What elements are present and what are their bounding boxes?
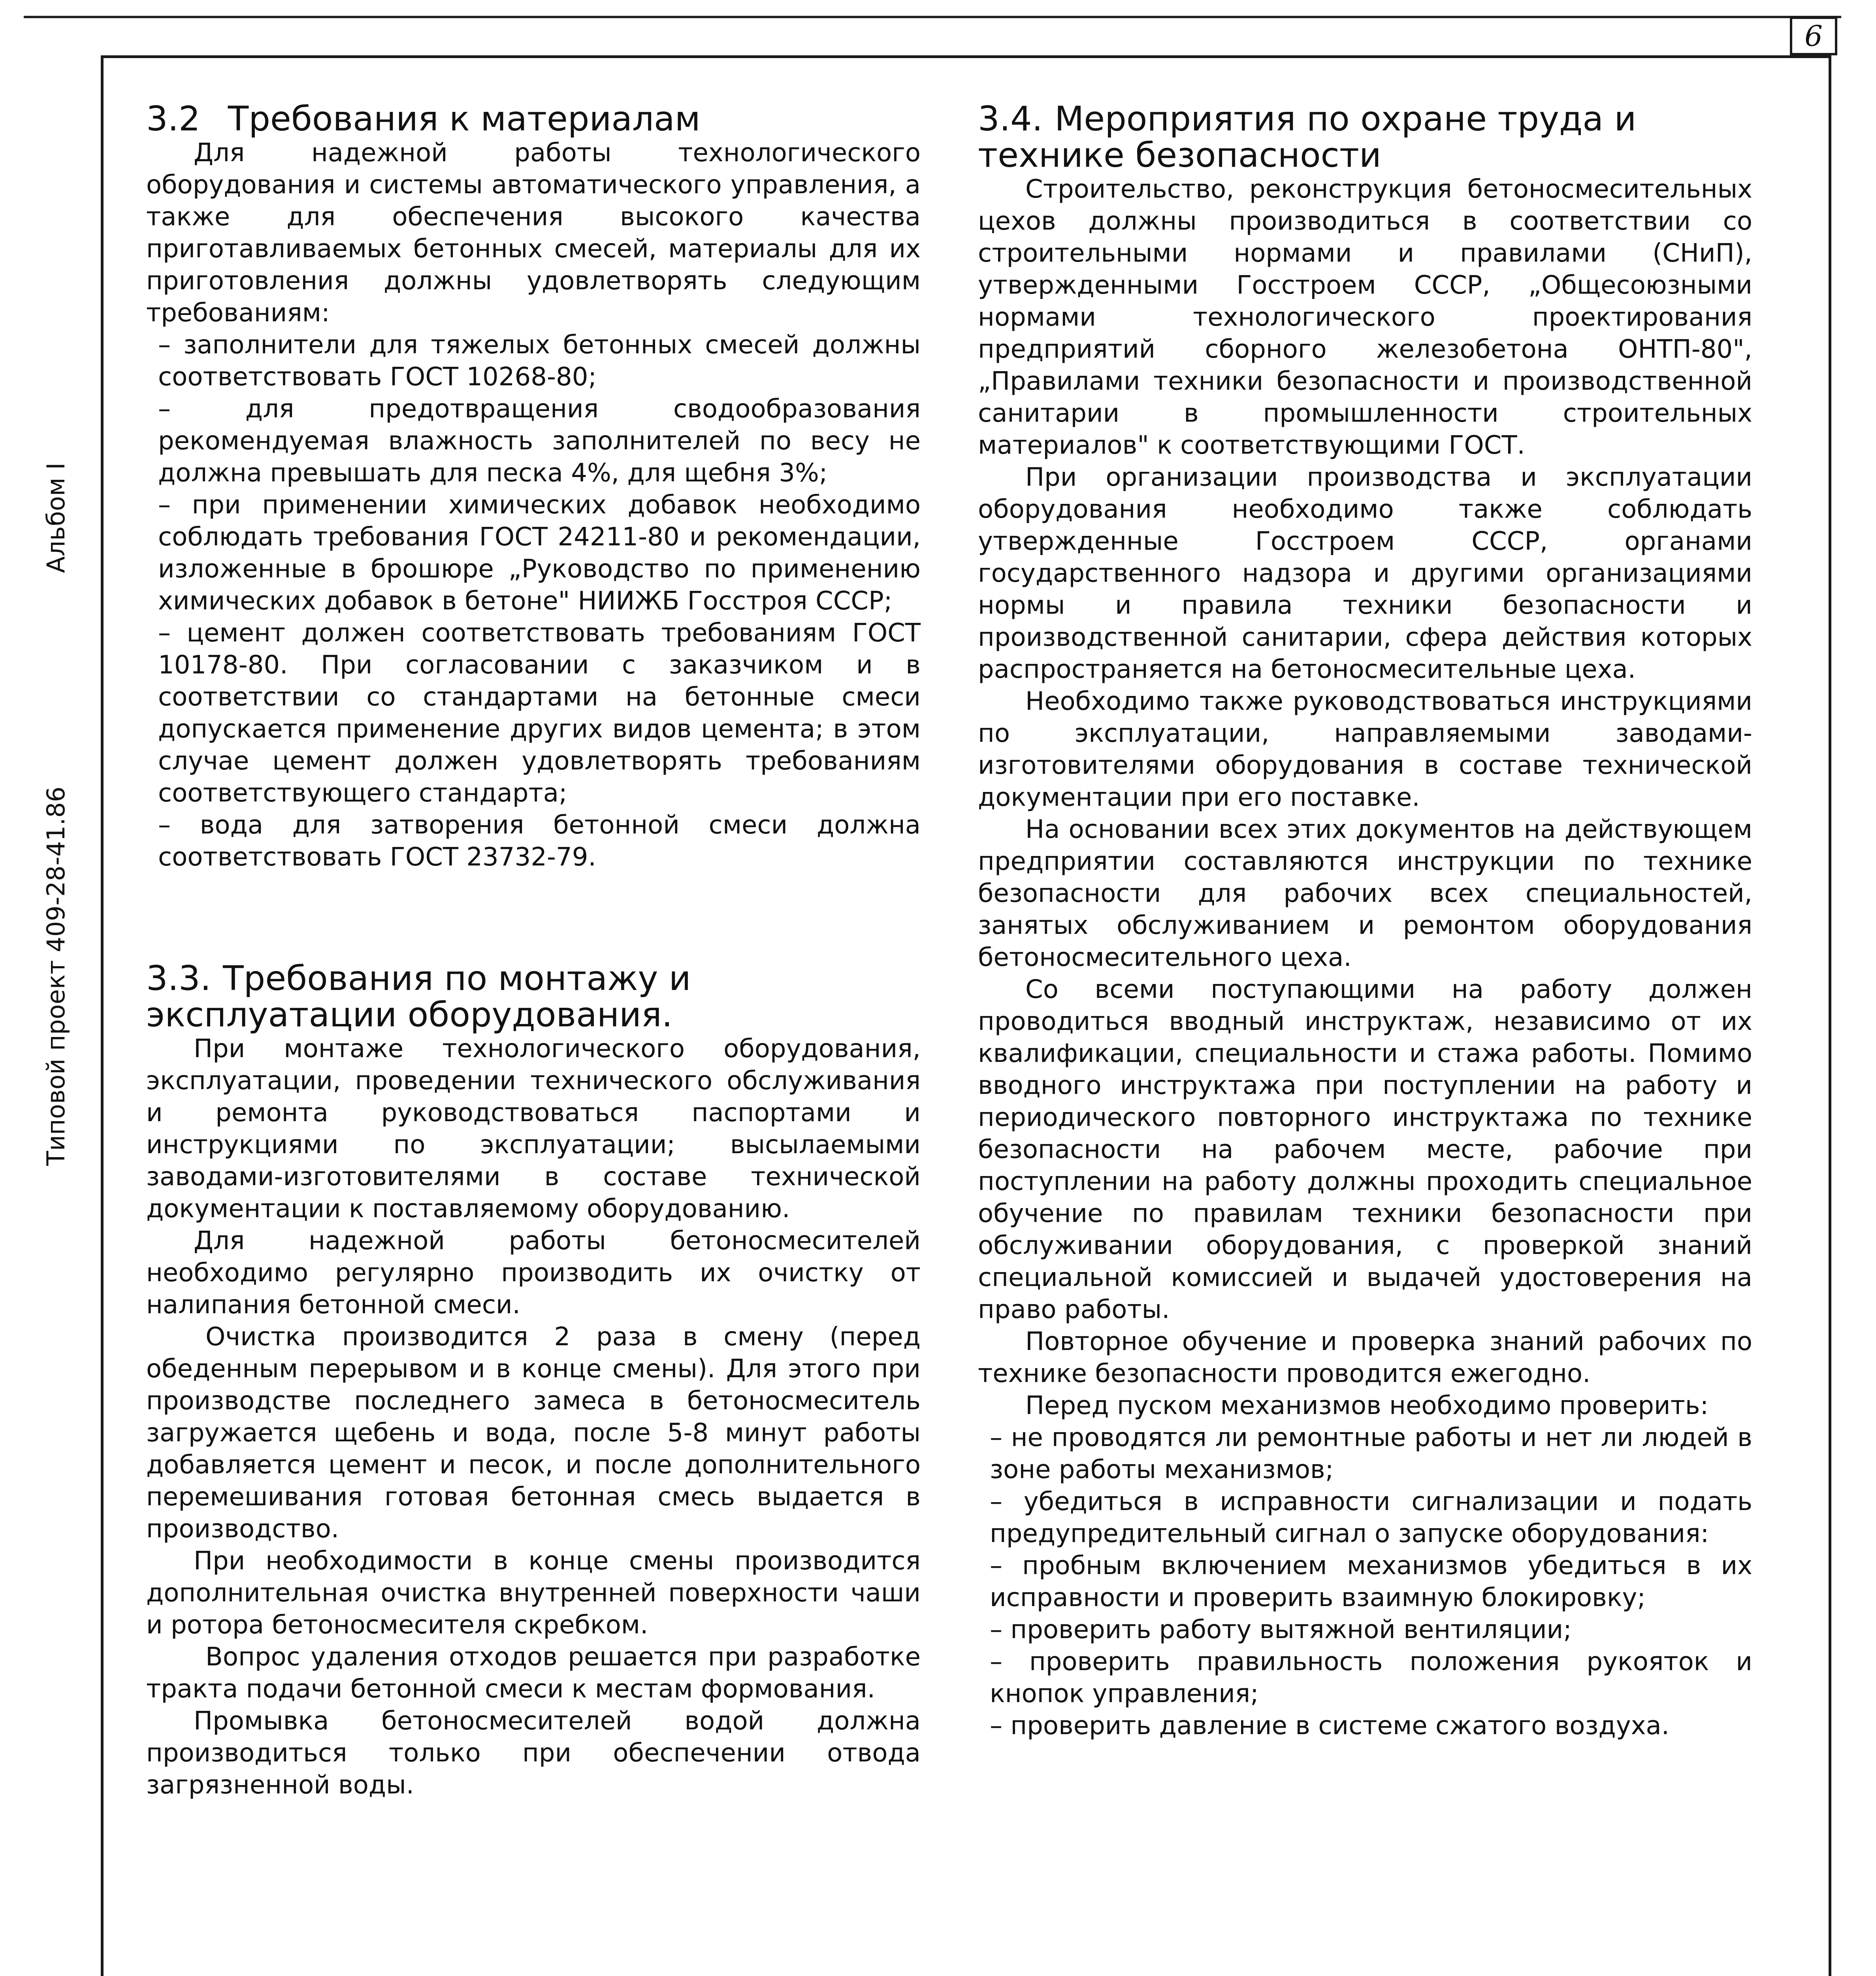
sheet-number-top: 6	[1790, 17, 1837, 55]
section-title: Требования по монтажу и эксплуатации оборудования.	[146, 959, 691, 1035]
paragraph: При необходимости в конце смены производится дополнительная очистка внутренней поверхности чаши и ротора бетоносмесителя скребком.	[146, 1546, 921, 1640]
paragraph: При монтаже технологического оборудования, эксплуатации, проведении технического обслуживания и ремонта руководствоваться паспортами и инструкциями по эксплуатации; высылаемыми заводами-изготовителями в составе технической документации к поставляемому оборудованию.	[146, 1034, 921, 1224]
paragraph: При организации производства и эксплуатации оборудования необходимо также соблюдать утвержденные Госстроем СССР, органами государственного надзора и другими организациями нормы и правила техники безопасности и производственной санитарии, сфера действия которых распространяется на бетоносмесительные цеха.	[978, 463, 1752, 684]
paragraph: Очистка производится 2 раза в смену (перед обеденным перерывом и в конце смены). Для этого при производстве последнего замеса в бетоносмеситель загружается щебень и вода, после 5-8 минут работы добавляется цемент и песок, и после дополнительного перемешивания готовая бетонная смесь выдается в производство.	[146, 1322, 921, 1544]
list-item: – для предотвращения сводообразования рекомендуемая влажность заполнителей по весу не должна превышать для песка 4%, для щебня 3%;	[158, 394, 921, 488]
list-item: – убедиться в исправности сигнализации и подать предупредительный сигнал о запуске оборудования:	[990, 1487, 1752, 1548]
section-title: Требования к материалам	[228, 99, 701, 139]
paragraph: Необходимо также руководствоваться инструкциями по эксплуатации, направляемыми заводами-изготовителями оборудования в составе технической документации при его поставке.	[978, 687, 1752, 812]
section-3-4-heading	[978, 101, 1752, 173]
section-number: 3.4.	[978, 99, 1043, 139]
list-item: – при применении химических добавок необходимо соблюдать требования ГОСТ 24211-80 и рекомендации, изложенные в брошюре „Руководство по применению химических добавок в бетоне" НИИЖБ Госстроя СССР;	[158, 490, 921, 616]
section-3-2-heading	[146, 101, 921, 137]
section-title: Мероприятия по охране труда и технике безопасности	[978, 99, 1637, 175]
list-item: – проверить давление в системе сжатого воздуха.	[990, 1711, 1670, 1740]
list-item: – проверить работу вытяжной вентиляции;	[990, 1615, 1572, 1644]
section-number: 3.3.	[146, 959, 211, 998]
paragraph: Перед пуском механизмов необходимо проверить:	[1025, 1391, 1709, 1420]
list-item: – пробным включением механизмов убедиться в их исправности и проверить взаимную блокировку;	[990, 1551, 1752, 1612]
paragraph: Со всеми поступающими на работу должен проводиться вводный инструктаж, независимо от их квалификации, специальности и стажа работы. Помимо вводного инструктажа при поступлении на работу и периодического повторного инструктажа по технике безопасности на рабочем месте, рабочие при поступлении на работу должны проходить специальное обучение по правилам техники безопасности при обслуживании оборудования, с проверкой знаний специальной комиссией и выдачей удостоверения на право работы.	[978, 975, 1752, 1324]
paragraph: Вопрос удаления отходов решается при разработке тракта подачи бетонной смеси к местам формования.	[146, 1642, 921, 1704]
list-item: – заполнители для тяжелых бетонных смесей должны соответствовать ГОСТ 10268-80;	[158, 330, 921, 392]
right-column	[978, 101, 1752, 1742]
left-column	[146, 101, 921, 1801]
list-item: – вода для затворения бетонной смеси должна соответствовать ГОСТ 23732-79.	[158, 811, 921, 872]
paragraph: Строительство, реконструкция бетоносмесительных цехов должны производиться в соответствии со строительными нормами и правилами (СНиП), утвержденными Госстроем СССР, „Общесоюзными нормами технологического проектирования предприятий сборного железобетона ОНТП-80", „Правилами техники безопасности и производственной санитарии в промышленности строительных материалов" к соответствующими ГОСТ.	[978, 175, 1752, 460]
album-label: Альбом I	[41, 462, 70, 573]
paragraph: Повторное обучение и проверка знаний рабочих по технике безопасности проводится ежегодно.	[978, 1327, 1752, 1388]
project-label: Типовой проект 409-28-41.86	[41, 786, 70, 1166]
paragraph: Промывка бетоносмесителей водой должна производиться только при обеспечении отвода загрязненной воды.	[146, 1706, 921, 1800]
list-item: – не проводятся ли ремонтные работы и нет ли людей в зоне работы механизмов;	[990, 1423, 1752, 1484]
list-item: – цемент должен соответствовать требованиям ГОСТ 10178-80. При согласовании с заказчиком и в соответствии со стандартами на бетонные смеси допускается применение других видов цемента; в этом случае цемент должен удовлетворять требованиям соответствующего стандарта;	[158, 618, 921, 808]
paragraph: Для надежной работы технологического оборудования и системы автоматического управления, а также для обеспечения высокого качества приготавливаемых бетонных смесей, материалы для их приготовления должны удовлетворять следующим требованиям:	[146, 138, 921, 328]
paragraph: На основании всех этих документов на действующем предприятии составляются инструкции по технике безопасности для рабочих всех специальностей, занятых обслуживанием и ремонтом оборудования бетоносмесительного цеха.	[978, 815, 1752, 972]
section-number: 3.2	[146, 99, 200, 139]
list-item: – проверить правильность положения рукояток и кнопок управления;	[990, 1647, 1752, 1708]
paragraph: Для надежной работы бетоносмесителей необходимо регулярно производить их очистку от налипания бетонной смеси.	[146, 1226, 921, 1320]
section-3-3-heading	[146, 960, 921, 1033]
